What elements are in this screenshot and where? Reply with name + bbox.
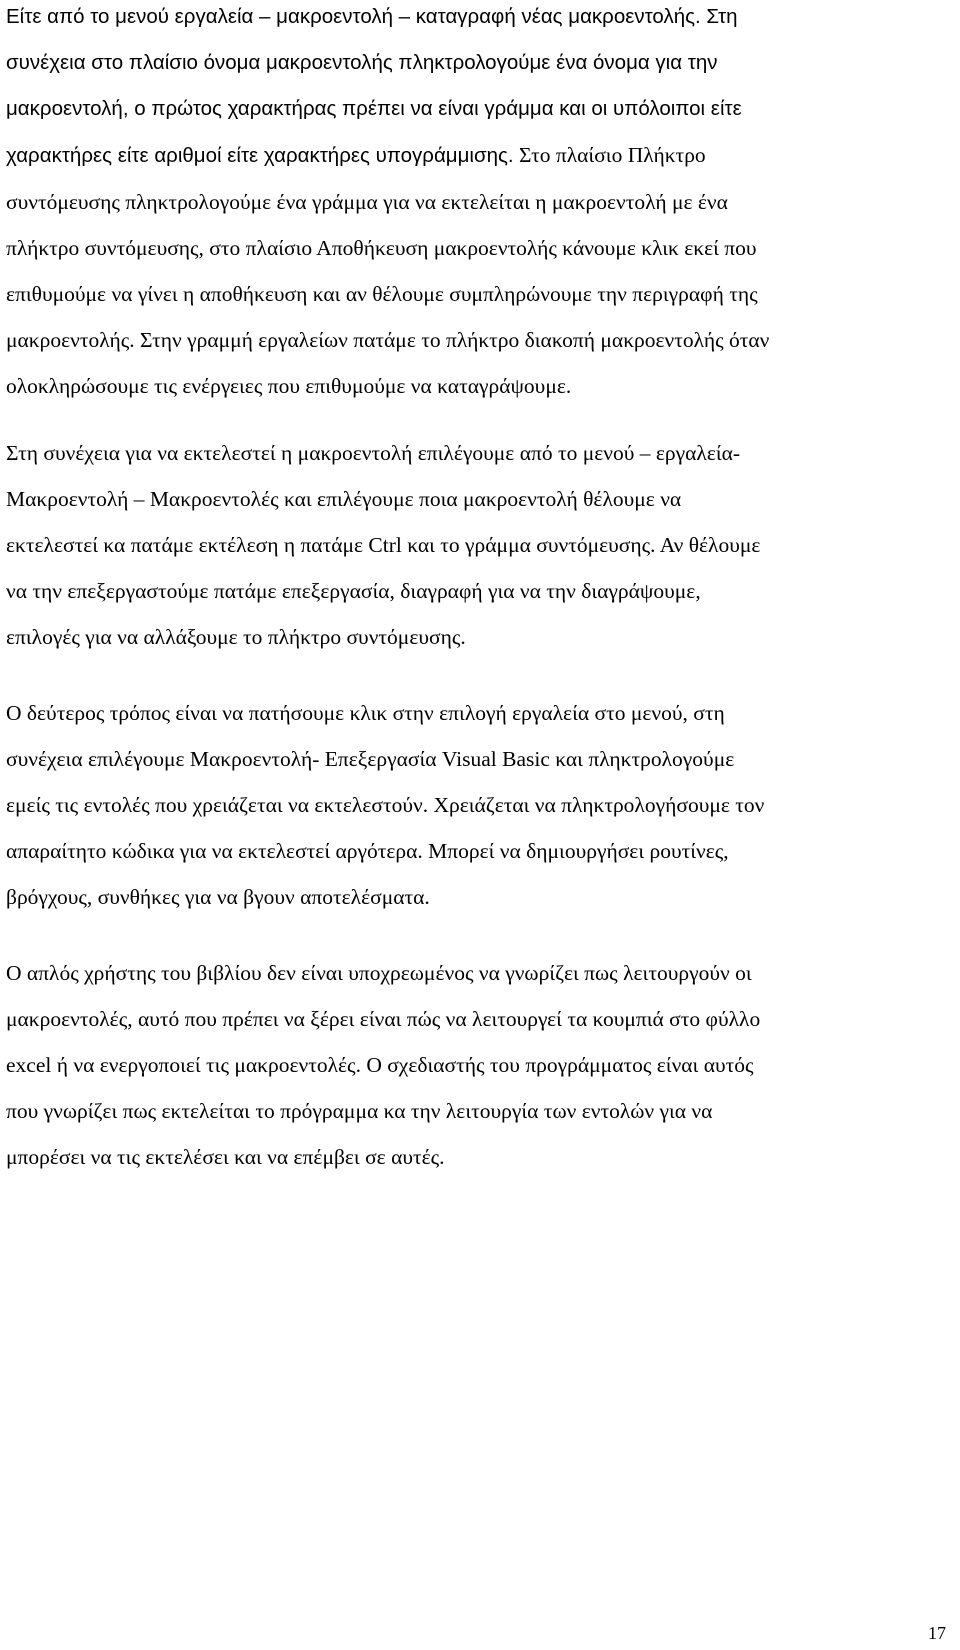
text-line: εμείς τις εντολές που χρειάζεται να εκτελεστούν. Χρειάζεται να πληκτρολογήσουμε τον	[6, 793, 765, 817]
text-line: μπορέσει να τις εκτελέσει και να επέμβει σε αυτές.	[6, 1145, 445, 1169]
paragraph-2	[6, 430, 926, 660]
text-line: συνέχεια επιλέγουμε Μακροεντολή- Επεξεργασία Visual Basic και πληκτρολογούμε	[6, 747, 735, 771]
text-line: μακροεντολής. Στην γραμμή εργαλείων πατάμε το πλήκτρο διακοπή μακροεντολής όταν	[6, 328, 770, 352]
text-line: μακροεντολές, αυτό που πρέπει να ξέρει είναι πώς να λειτουργεί τα κουμπιά στο φύλλο	[6, 1007, 761, 1031]
text-line: απαραίτητο κώδικα για να εκτελεστεί αργότερα. Μπορεί να δημιουργήσει ρουτίνες,	[6, 839, 729, 863]
text-line: εκτελεστεί κα πατάμε εκτέλεση η πατάμε Ctrl και το γράμμα συντόμευσης. Αν θέλουμε	[6, 533, 761, 557]
text-line: ολοκληρώσουμε τις ενέργειες που επιθυμούμε να καταγράψουμε.	[6, 374, 572, 398]
text-line: excel ή να ενεργοποιεί τις μακροεντολές. Ο σχεδιαστής του προγράμματος είναι αυτός	[6, 1053, 754, 1077]
text-line: βρόγχους, συνθήκες για να βγουν αποτελέσματα.	[6, 885, 430, 909]
text-line: που γνωρίζει πως εκτελείται το πρόγραμμα κα την λειτουργία των εντολών για να	[6, 1099, 713, 1123]
text-line: μακροεντολή, ο πρώτος χαρακτήρας πρέπει να είναι γράμμα και οι υπόλοιποι είτε	[6, 97, 742, 120]
text-line-segment: Στο πλαίσιο Πλήκτρο	[513, 143, 706, 167]
text-line: συντόμευσης πληκτρολογούμε ένα γράμμα για να εκτελείται η μακροεντολή με ένα	[6, 190, 728, 214]
page-number: 17	[928, 1623, 946, 1643]
text-line: Ο δεύτερος τρόπος είναι να πατήσουμε κλικ στην επιλογή εργαλεία στο μενού, στη	[6, 701, 725, 725]
text-line: Στη συνέχεια για να εκτελεστεί η μακροεντολή επιλέγουμε από το μενού – εργαλεία-	[6, 441, 741, 465]
text-line: επιθυμούμε να γίνει η αποθήκευση και αν θέλουμε συμπληρώνουμε την περιγραφή της	[6, 282, 758, 306]
text-line: Είτε από το μενού εργαλεία – μακροεντολή – καταγραφή νέας μακροεντολής. Στη	[6, 5, 738, 28]
text-line	[6, 132, 926, 179]
text-line: πλήκτρο συντόμευσης, στο πλαίσιο Αποθήκευση μακροεντολής κάνουμε κλικ εκεί που	[6, 236, 757, 260]
text-line: επιλογές για να αλλάξουμε το πλήκτρο συντόμευσης.	[6, 625, 466, 649]
text-line-segment: χαρακτήρες είτε αριθμοί είτε χαρακτήρες υπογράμμισης.	[6, 144, 514, 167]
text-line: Ο απλός χρήστης του βιβλίου δεν είναι υποχρεωμένος να γνωρίζει πως λειτουργούν οι	[6, 961, 752, 985]
text-line: Μακροεντολή – Μακροεντολές και επιλέγουμε ποια μακροεντολή θέλουμε να	[6, 487, 682, 511]
paragraph-4	[6, 950, 926, 1180]
text-line: συνέχεια στο πλαίσιο όνομα μακροεντολής πληκτρολογούμε ένα όνομα για την	[6, 51, 718, 74]
paragraph-1	[6, 0, 926, 409]
text-line: να την επεξεργαστούμε πατάμε επεξεργασία, διαγραφή για να την διαγράψουμε,	[6, 579, 701, 603]
paragraph-3	[6, 690, 926, 920]
